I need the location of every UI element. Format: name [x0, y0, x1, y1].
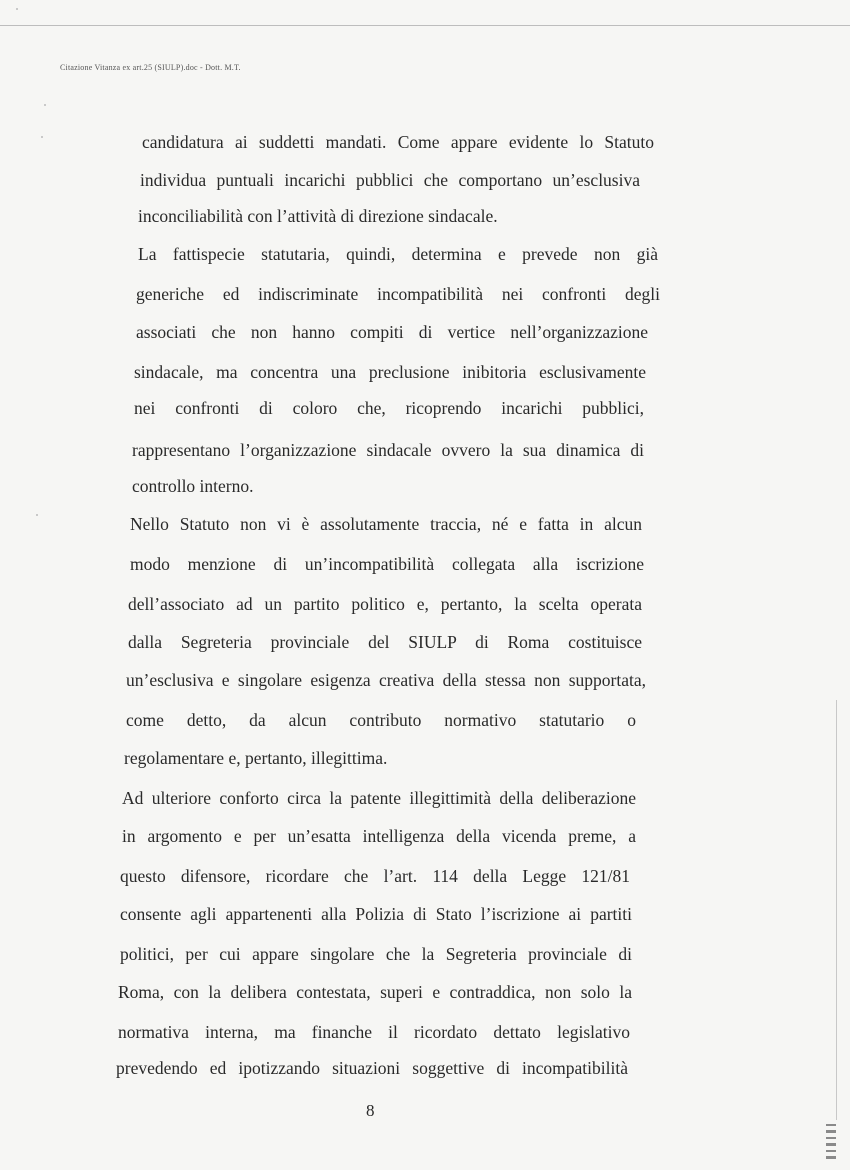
text-line: questo difensore, ricordare che l’art. 114 della Legge 121/81 [120, 866, 630, 886]
text-line: normativa interna, ma finanche il ricordato dettato legislativo [118, 1022, 630, 1042]
scan-edge-mark [826, 1143, 836, 1146]
text-line: controllo interno. [132, 476, 254, 496]
scan-edge-mark [826, 1124, 836, 1126]
page-number: 8 [366, 1101, 375, 1120]
text-line: Ad ulteriore conforto circa la patente illegittimità della deliberazione [122, 788, 636, 808]
text-line: rappresentano l’organizzazione sindacale ovvero la sua dinamica di [132, 440, 644, 460]
text-line: La fattispecie statutaria, quindi, determina e prevede non già [138, 244, 658, 264]
scan-edge-mark [826, 1130, 836, 1133]
text-line: un’esclusiva e singolare esigenza creativa della stessa non supportata, [126, 670, 646, 690]
scan-speck [36, 514, 38, 516]
text-line: nei confronti di coloro che, ricoprendo incarichi pubblici, [134, 398, 644, 418]
scan-speck [41, 136, 43, 138]
text-line: Nello Statuto non vi è assolutamente traccia, né e fatta in alcun [130, 514, 642, 534]
text-line: candidatura ai suddetti mandati. Come appare evidente lo Statuto [142, 132, 654, 152]
text-line: prevedendo ed ipotizzando situazioni soggettive di incompatibilità [116, 1058, 628, 1078]
text-line: consente agli appartenenti alla Polizia di Stato l’iscrizione ai partiti [120, 904, 632, 924]
text-line: dalla Segreteria provinciale del SIULP di Roma costituisce [128, 632, 642, 652]
text-line: inconciliabilità con l’attività di direzione sindacale. [138, 206, 498, 226]
scan-speck [44, 104, 46, 106]
text-line: generiche ed indiscriminate incompatibilità nei confronti degli [136, 284, 660, 304]
text-line: dell’associato ad un partito politico e, pertanto, la scelta operata [128, 594, 642, 614]
text-line: sindacale, ma concentra una preclusione inibitoria esclusivamente [134, 362, 646, 382]
text-line: associati che non hanno compiti di vertice nell’organizzazione [136, 322, 648, 342]
scan-edge-mark [826, 1156, 836, 1159]
text-line: modo menzione di un’incompatibilità collegata alla iscrizione [130, 554, 644, 574]
text-line: regolamentare e, pertanto, illegittima. [124, 748, 388, 768]
text-line: politici, per cui appare singolare che la Segreteria provinciale di [120, 944, 632, 964]
header-file-note: Citazione Vitanza ex art.25 (SIULP).doc - Dott. M.T. [60, 63, 241, 72]
scan-edge-line [836, 700, 837, 1120]
text-line: come detto, da alcun contributo normativo statutario o [126, 710, 636, 730]
text-line: in argomento e per un’esatta intelligenza della vicenda preme, a [122, 826, 636, 846]
text-line: individua puntuali incarichi pubblici che comportano un’esclusiva [140, 170, 640, 190]
scan-edge-mark [826, 1137, 836, 1139]
text-line: Roma, con la delibera contestata, superi e contraddica, non solo la [118, 982, 632, 1002]
scan-edge-mark [826, 1150, 836, 1152]
scan-speck [16, 8, 18, 10]
